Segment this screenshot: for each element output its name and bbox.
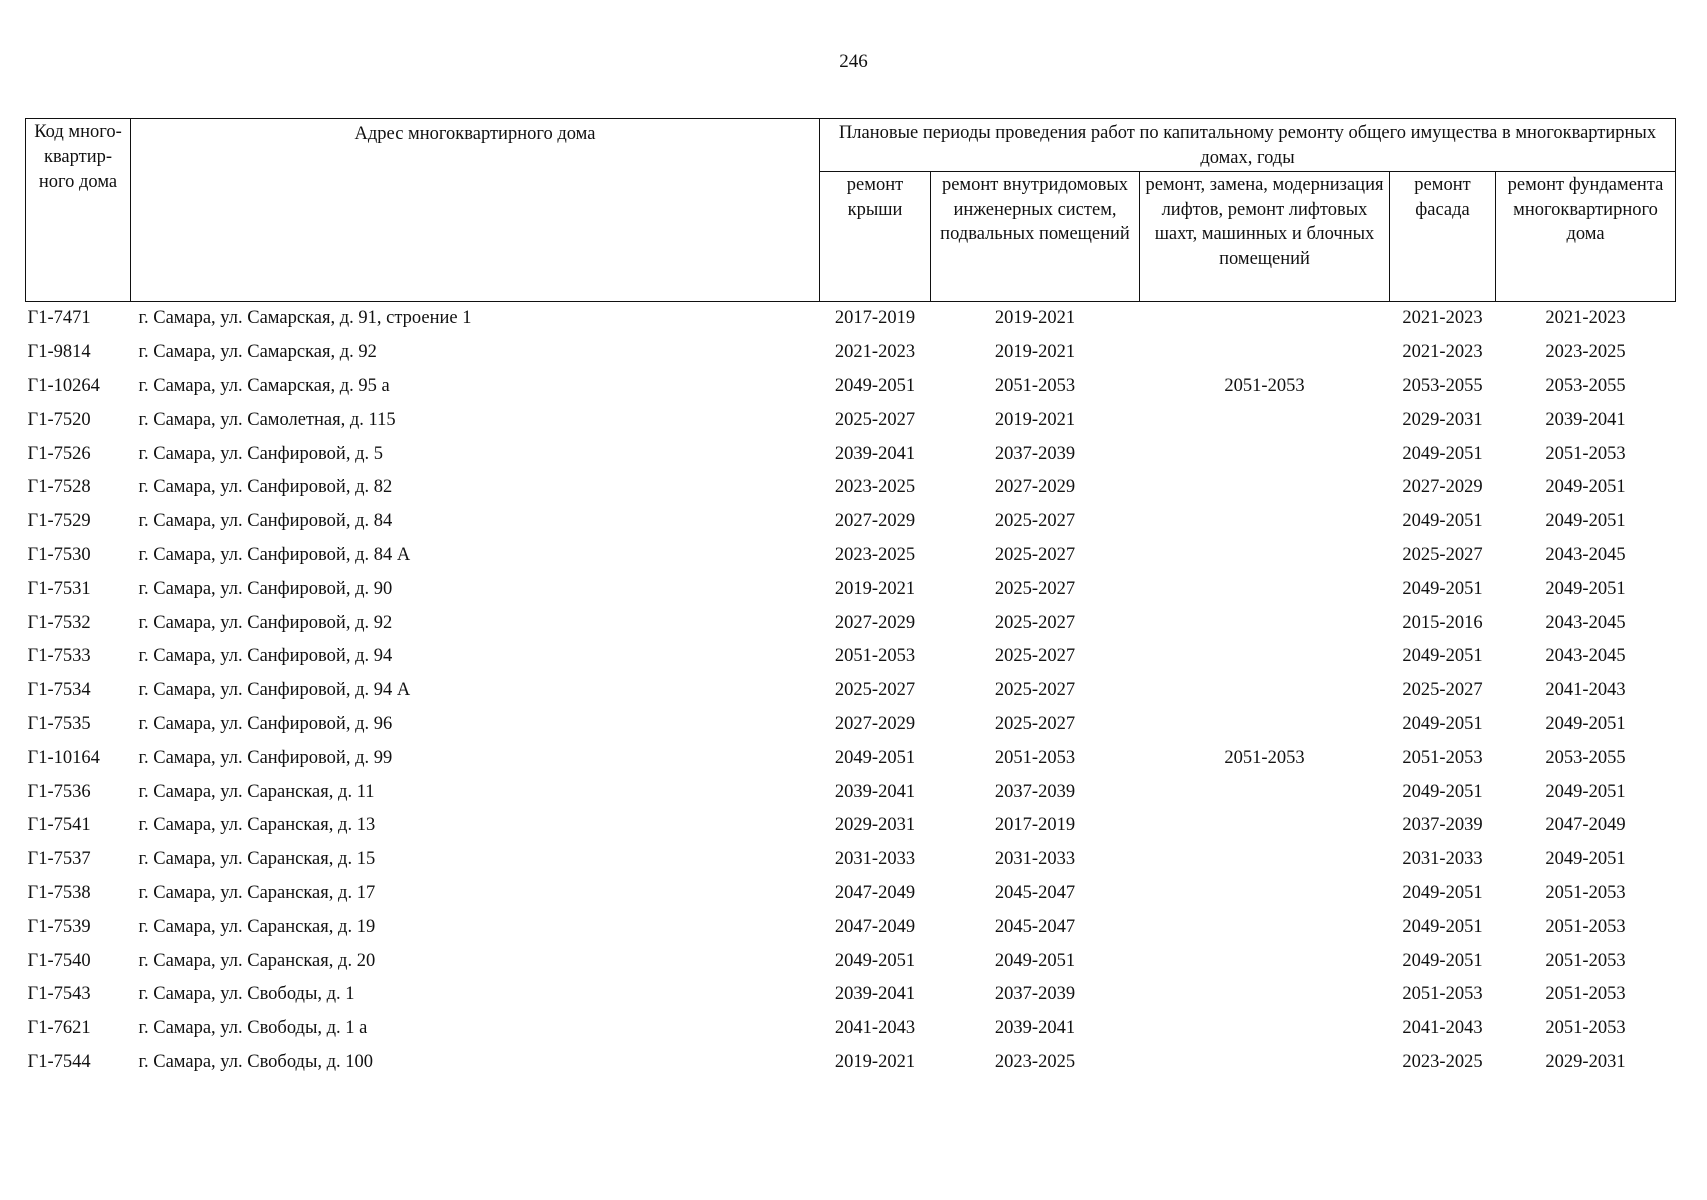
cell-facade-period: 2041-2043 — [1402, 1018, 1483, 1039]
cell-elevator-period — [1140, 843, 1390, 877]
cell-foundation-period: 2051-2053 — [1545, 1018, 1626, 1039]
cell-elevator-period — [1140, 1046, 1390, 1080]
cell-facade-period: 2049-2051 — [1402, 578, 1483, 599]
cell-roof-period: 2039-2041 — [834, 984, 916, 1005]
cell-house-code: Г1-7544 — [27, 1051, 91, 1072]
table-row — [26, 978, 1676, 1012]
table-row — [26, 572, 1676, 606]
cell-elevator-period — [1140, 302, 1390, 336]
cell-foundation-period: 2041-2043 — [1545, 680, 1626, 701]
cell-foundation-period: 2023-2025 — [1545, 342, 1626, 363]
cell-foundation-period: 2053-2055 — [1545, 747, 1626, 768]
cell-house-code: Г1-10264 — [27, 375, 100, 396]
header-facade-repair: ремонт фасада — [1390, 172, 1496, 302]
cell-facade-period: 2051-2053 — [1402, 747, 1483, 768]
cell-foundation-period: 2021-2023 — [1545, 308, 1626, 329]
cell-house-code: Г1-7540 — [27, 950, 91, 971]
cell-engineering-period: 2045-2047 — [994, 882, 1076, 903]
cell-house-code: Г1-10164 — [27, 747, 100, 768]
cell-foundation-period: 2051-2053 — [1545, 916, 1626, 937]
cell-engineering-period: 2031-2033 — [994, 849, 1076, 870]
cell-roof-period: 2027-2029 — [834, 612, 916, 633]
cell-elevator-period — [1140, 437, 1390, 471]
cell-foundation-period: 2043-2045 — [1545, 544, 1626, 565]
cell-elevator-period — [1140, 336, 1390, 370]
cell-engineering-period: 2039-2041 — [994, 1018, 1076, 1039]
cell-facade-period: 2053-2055 — [1402, 375, 1483, 396]
table-row — [26, 403, 1676, 437]
cell-house-code: Г1-7531 — [27, 578, 91, 599]
cell-roof-period: 2039-2041 — [834, 781, 916, 802]
table-row — [26, 471, 1676, 505]
cell-address: г. Самара, ул. Саранская, д. 17 — [138, 882, 376, 903]
cell-roof-period: 2019-2021 — [834, 578, 916, 599]
cell-foundation-period: 2043-2045 — [1545, 612, 1626, 633]
cell-engineering-period: 2049-2051 — [994, 950, 1076, 971]
cell-elevator-period — [1140, 978, 1390, 1012]
table-row — [26, 606, 1676, 640]
cell-facade-period: 2021-2023 — [1402, 308, 1483, 329]
cell-roof-period: 2031-2033 — [834, 849, 916, 870]
cell-elevator-period — [1140, 910, 1390, 944]
cell-house-code: Г1-7538 — [27, 882, 91, 903]
cell-engineering-period: 2045-2047 — [994, 916, 1076, 937]
cell-facade-period: 2049-2051 — [1402, 511, 1483, 532]
table-row — [26, 741, 1676, 775]
cell-elevator-period — [1140, 640, 1390, 674]
cell-foundation-period: 2039-2041 — [1545, 409, 1626, 430]
cell-roof-period: 2039-2041 — [834, 443, 916, 464]
cell-elevator-period — [1140, 505, 1390, 539]
cell-engineering-period: 2019-2021 — [994, 409, 1076, 430]
cell-engineering-period: 2025-2027 — [994, 578, 1076, 599]
cell-facade-period: 2037-2039 — [1402, 815, 1483, 836]
cell-roof-period: 2029-2031 — [834, 815, 916, 836]
cell-address: г. Самара, ул. Саранская, д. 19 — [138, 916, 376, 937]
cell-roof-period: 2027-2029 — [834, 713, 916, 734]
table-row — [26, 944, 1676, 978]
cell-foundation-period: 2051-2053 — [1545, 443, 1626, 464]
cell-engineering-period: 2037-2039 — [994, 984, 1076, 1005]
cell-house-code: Г1-9814 — [27, 342, 91, 363]
cell-engineering-period: 2027-2029 — [994, 477, 1076, 498]
cell-address: г. Самара, ул. Санфировой, д. 84 — [138, 511, 393, 532]
cell-foundation-period: 2047-2049 — [1545, 815, 1626, 836]
table-row — [26, 539, 1676, 573]
table-row — [26, 1012, 1676, 1046]
cell-foundation-period: 2049-2051 — [1545, 578, 1626, 599]
cell-address: г. Самара, ул. Санфировой, д. 84 А — [138, 544, 411, 565]
cell-elevator-period — [1140, 708, 1390, 742]
cell-engineering-period: 2025-2027 — [994, 713, 1076, 734]
cell-roof-period: 2025-2027 — [834, 409, 916, 430]
table-header — [26, 119, 1676, 302]
cell-elevator-period — [1140, 539, 1390, 573]
cell-elevator-period — [1140, 944, 1390, 978]
cell-address: г. Самара, ул. Санфировой, д. 99 — [138, 747, 393, 768]
cell-elevator-period: 2051-2053 — [1224, 375, 1305, 396]
cell-roof-period: 2025-2027 — [834, 680, 916, 701]
cell-address: г. Самара, ул. Свободы, д. 100 — [138, 1051, 374, 1072]
cell-facade-period: 2049-2051 — [1402, 916, 1483, 937]
cell-engineering-period: 2051-2053 — [994, 747, 1076, 768]
cell-address: г. Самара, ул. Санфировой, д. 90 — [138, 578, 393, 599]
cell-engineering-period: 2025-2027 — [994, 646, 1076, 667]
cell-facade-period: 2029-2031 — [1402, 409, 1483, 430]
cell-foundation-period: 2051-2053 — [1545, 882, 1626, 903]
cell-roof-period: 2047-2049 — [834, 916, 916, 937]
cell-house-code: Г1-7543 — [27, 984, 91, 1005]
header-engineering-repair: ремонт внутридомовых инженерных систем, подвальных помещений — [931, 172, 1140, 302]
cell-roof-period: 2049-2051 — [834, 950, 916, 971]
cell-roof-period: 2021-2023 — [834, 342, 916, 363]
header-address: Адрес многоквартирного дома — [131, 119, 820, 302]
cell-address: г. Самара, ул. Саранская, д. 15 — [138, 849, 376, 870]
cell-address: г. Самара, ул. Санфировой, д. 96 — [138, 713, 393, 734]
cell-address: г. Самара, ул. Санфировой, д. 94 А — [138, 680, 411, 701]
cell-engineering-period: 2025-2027 — [994, 544, 1076, 565]
cell-elevator-period — [1140, 775, 1390, 809]
cell-foundation-period: 2049-2051 — [1545, 511, 1626, 532]
table-row — [26, 336, 1676, 370]
table-row — [26, 302, 1676, 336]
cell-house-code: Г1-7529 — [27, 511, 91, 532]
cell-engineering-period: 2037-2039 — [994, 443, 1076, 464]
header-row-group — [26, 119, 1676, 172]
header-code: Код много-квартир-ного дома — [26, 119, 131, 302]
cell-engineering-period: 2037-2039 — [994, 781, 1076, 802]
cell-house-code: Г1-7536 — [27, 781, 91, 802]
cell-roof-period: 2019-2021 — [834, 1051, 916, 1072]
cell-roof-period: 2041-2043 — [834, 1018, 916, 1039]
cell-elevator-period — [1140, 606, 1390, 640]
cell-elevator-period — [1140, 809, 1390, 843]
table-body — [26, 302, 1676, 1080]
cell-house-code: Г1-7526 — [27, 443, 91, 464]
cell-roof-period: 2017-2019 — [834, 308, 916, 329]
cell-facade-period: 2049-2051 — [1402, 781, 1483, 802]
cell-roof-period: 2047-2049 — [834, 882, 916, 903]
cell-engineering-period: 2019-2021 — [994, 308, 1076, 329]
cell-roof-period: 2027-2029 — [834, 511, 916, 532]
cell-elevator-period — [1140, 403, 1390, 437]
cell-facade-period: 2049-2051 — [1402, 646, 1483, 667]
cell-address: г. Самара, ул. Самарская, д. 91, строение 1 — [138, 308, 472, 329]
cell-foundation-period: 2049-2051 — [1545, 849, 1626, 870]
table-row — [26, 1046, 1676, 1080]
cell-elevator-period — [1140, 1012, 1390, 1046]
cell-elevator-period — [1140, 471, 1390, 505]
table-row — [26, 910, 1676, 944]
header-roof-repair: ремонт крыши — [820, 172, 931, 302]
cell-foundation-period: 2049-2051 — [1545, 477, 1626, 498]
cell-house-code: Г1-7539 — [27, 916, 91, 937]
cell-engineering-period: 2051-2053 — [994, 375, 1076, 396]
cell-facade-period: 2031-2033 — [1402, 849, 1483, 870]
cell-roof-period: 2051-2053 — [834, 646, 916, 667]
cell-house-code: Г1-7534 — [27, 680, 91, 701]
cell-address: г. Самара, ул. Самолетная, д. 115 — [138, 409, 396, 430]
cell-facade-period: 2015-2016 — [1402, 612, 1483, 633]
cell-foundation-period: 2043-2045 — [1545, 646, 1626, 667]
table-row — [26, 809, 1676, 843]
header-elevator-repair: ремонт, замена, модернизация лифтов, ремонт лифтовых шахт, машинных и блочных помещений — [1140, 172, 1390, 302]
cell-facade-period: 2025-2027 — [1402, 544, 1483, 565]
table-row — [26, 370, 1676, 404]
table-row — [26, 437, 1676, 471]
cell-address: г. Самара, ул. Санфировой, д. 5 — [138, 443, 383, 464]
cell-address: г. Самара, ул. Саранская, д. 11 — [138, 781, 375, 802]
cell-house-code: Г1-7528 — [27, 477, 91, 498]
table-row — [26, 843, 1676, 877]
cell-foundation-period: 2029-2031 — [1545, 1051, 1626, 1072]
cell-engineering-period: 2025-2027 — [994, 511, 1076, 532]
cell-roof-period: 2049-2051 — [834, 375, 916, 396]
table-row — [26, 640, 1676, 674]
cell-address: г. Самара, ул. Саранская, д. 20 — [138, 950, 376, 971]
table-row — [26, 505, 1676, 539]
cell-address: г. Самара, ул. Санфировой, д. 82 — [138, 477, 393, 498]
cell-foundation-period: 2051-2053 — [1545, 984, 1626, 1005]
cell-roof-period: 2023-2025 — [834, 544, 916, 565]
header-planned-periods: Плановые периоды проведения работ по капитальному ремонту общего имущества в многоквартирных домах, годы — [820, 119, 1676, 172]
cell-roof-period: 2049-2051 — [834, 747, 916, 768]
cell-facade-period: 2049-2051 — [1402, 713, 1483, 734]
cell-facade-period: 2021-2023 — [1402, 342, 1483, 363]
cell-address: г. Самара, ул. Самарская, д. 95 а — [138, 375, 390, 396]
cell-foundation-period: 2053-2055 — [1545, 375, 1626, 396]
cell-address: г. Самара, ул. Саранская, д. 13 — [138, 815, 376, 836]
capital-repair-schedule-table — [25, 118, 1676, 1079]
cell-house-code: Г1-7537 — [27, 849, 91, 870]
cell-roof-period: 2023-2025 — [834, 477, 916, 498]
cell-facade-period: 2049-2051 — [1402, 882, 1483, 903]
cell-address: г. Самара, ул. Свободы, д. 1 а — [138, 1018, 368, 1039]
cell-engineering-period: 2025-2027 — [994, 680, 1076, 701]
table-row — [26, 708, 1676, 742]
cell-facade-period: 2049-2051 — [1402, 950, 1483, 971]
cell-house-code: Г1-7532 — [27, 612, 91, 633]
cell-engineering-period: 2019-2021 — [994, 342, 1076, 363]
cell-facade-period: 2051-2053 — [1402, 984, 1483, 1005]
cell-elevator-period — [1140, 877, 1390, 911]
cell-facade-period: 2025-2027 — [1402, 680, 1483, 701]
table-row — [26, 674, 1676, 708]
cell-facade-period: 2049-2051 — [1402, 443, 1483, 464]
cell-elevator-period — [1140, 674, 1390, 708]
cell-facade-period: 2027-2029 — [1402, 477, 1483, 498]
cell-elevator-period: 2051-2053 — [1224, 747, 1305, 768]
cell-address: г. Самара, ул. Санфировой, д. 92 — [138, 612, 393, 633]
cell-house-code: Г1-7621 — [27, 1018, 91, 1039]
cell-facade-period: 2023-2025 — [1402, 1051, 1483, 1072]
cell-house-code: Г1-7471 — [27, 308, 91, 329]
cell-foundation-period: 2051-2053 — [1545, 950, 1626, 971]
page-number: 246 — [839, 51, 868, 72]
cell-address: г. Самара, ул. Санфировой, д. 94 — [138, 646, 393, 667]
header-foundation-repair: ремонт фундамента многоквартирного дома — [1496, 172, 1676, 302]
cell-foundation-period: 2049-2051 — [1545, 781, 1626, 802]
cell-address: г. Самара, ул. Свободы, д. 1 — [138, 984, 355, 1005]
cell-elevator-period — [1140, 572, 1390, 606]
table-row — [26, 775, 1676, 809]
cell-engineering-period: 2017-2019 — [994, 815, 1076, 836]
cell-foundation-period: 2049-2051 — [1545, 713, 1626, 734]
cell-address: г. Самара, ул. Самарская, д. 92 — [138, 342, 377, 363]
cell-engineering-period: 2023-2025 — [994, 1051, 1076, 1072]
cell-house-code: Г1-7535 — [27, 713, 91, 734]
cell-house-code: Г1-7533 — [27, 646, 91, 667]
cell-house-code: Г1-7541 — [27, 815, 91, 836]
cell-engineering-period: 2025-2027 — [994, 612, 1076, 633]
cell-house-code: Г1-7530 — [27, 544, 91, 565]
table-row — [26, 877, 1676, 911]
cell-house-code: Г1-7520 — [27, 409, 91, 430]
